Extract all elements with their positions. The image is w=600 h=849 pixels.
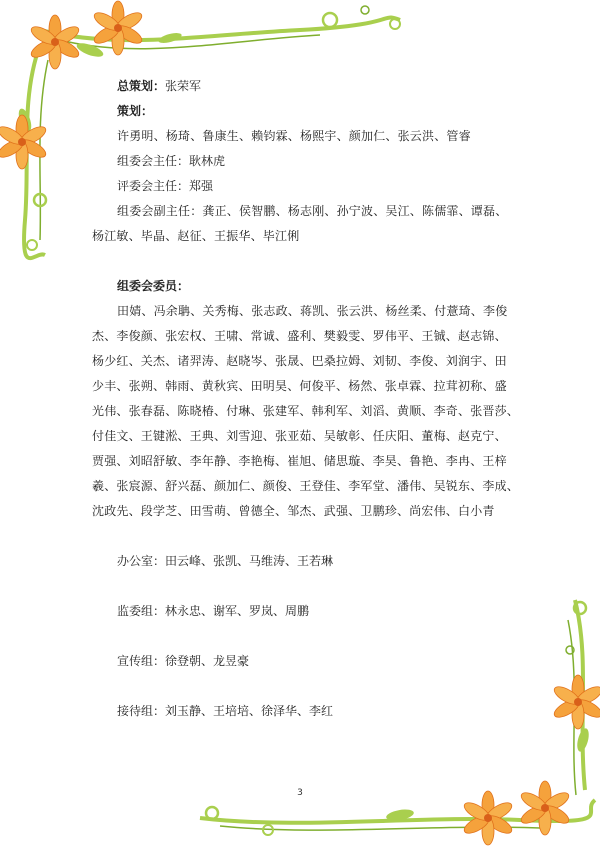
committee-chair-name: 耿林虎 (189, 154, 226, 168)
members-line: 沈政先、段学芝、田雪萌、曾德全、邹杰、武强、卫鹏珍、尚宏伟、白小青 (92, 504, 495, 518)
page-number: 3 (297, 788, 303, 798)
committee-chair-line (117, 153, 225, 169)
chief-planner-label: 总策划： (117, 79, 166, 93)
committee-chair-label: 组委会主任： (117, 154, 190, 168)
members-label: 组委会委员： (117, 279, 190, 293)
members-line: 田婧、冯余聃、关秀梅、张志政、蒋凯、张云洪、杨丝柔、付薏琦、李俊 (117, 304, 508, 318)
reception-group: 接待组：刘玉静、王培培、徐泽华、李红 (117, 704, 334, 718)
planning-label: 策划： (117, 104, 154, 118)
members-line: 付佳文、王键淞、王典、刘雪迎、张亚茹、吴敏彰、任庆阳、董梅、赵克宁、 (92, 429, 507, 443)
office-group: 办公室：田云峰、张凯、马维涛、王若琳 (117, 554, 334, 568)
jury-chair-label: 评委会主任： (117, 179, 190, 193)
members-line: 贾强、刘昭舒敏、李年静、李艳梅、崔旭、储思璇、李昊、鲁艳、李冉、王梓 (92, 454, 507, 468)
chief-planner-line (117, 78, 201, 94)
planning-names: 许勇明、杨琦、鲁康生、赖钧霖、杨熙宇、颜加仁、张云洪、管睿 (117, 129, 471, 143)
members-line: 光伟、张春磊、陈晓椿、付琳、张建军、韩利军、刘滔、黄顺、李奇、张晋莎、 (92, 404, 520, 418)
members-line: 杰、李俊颜、张宏权、王啸、常诚、盛利、樊毅雯、罗伟平、王铖、赵志锦、 (92, 329, 507, 343)
members-line: 羲、张宸源、舒兴磊、颜加仁、颜俊、王登佳、李军堂、潘伟、吴锐东、李成、 (92, 479, 520, 493)
supervision-group: 监委组：林永忠、谢军、罗岚、周鹏 (117, 604, 310, 618)
members-line: 少丰、张朔、韩雨、黄秋宾、田明昊、何俊平、杨然、张卓霖、拉茸初称、盛 (92, 379, 507, 393)
vice-chairs-line-2: 杨江敏、毕晶、赵征、王振华、毕江俐 (92, 229, 300, 243)
members-line: 杨少红、关杰、诸羿涛、赵晓岑、张晟、巴桑拉姆、刘韧、李俊、刘润宇、田 (92, 354, 507, 368)
vice-chairs-line-1: 组委会副主任：龚正、侯智鹏、杨志刚、孙宁波、吴江、陈儒霏、谭磊、 (117, 204, 508, 218)
jury-chair-name: 郑强 (189, 179, 214, 193)
publicity-group: 宣传组：徐登朝、龙昱豪 (117, 654, 250, 668)
jury-chair-line (117, 178, 213, 194)
chief-planner-name: 张荣军 (165, 79, 202, 93)
